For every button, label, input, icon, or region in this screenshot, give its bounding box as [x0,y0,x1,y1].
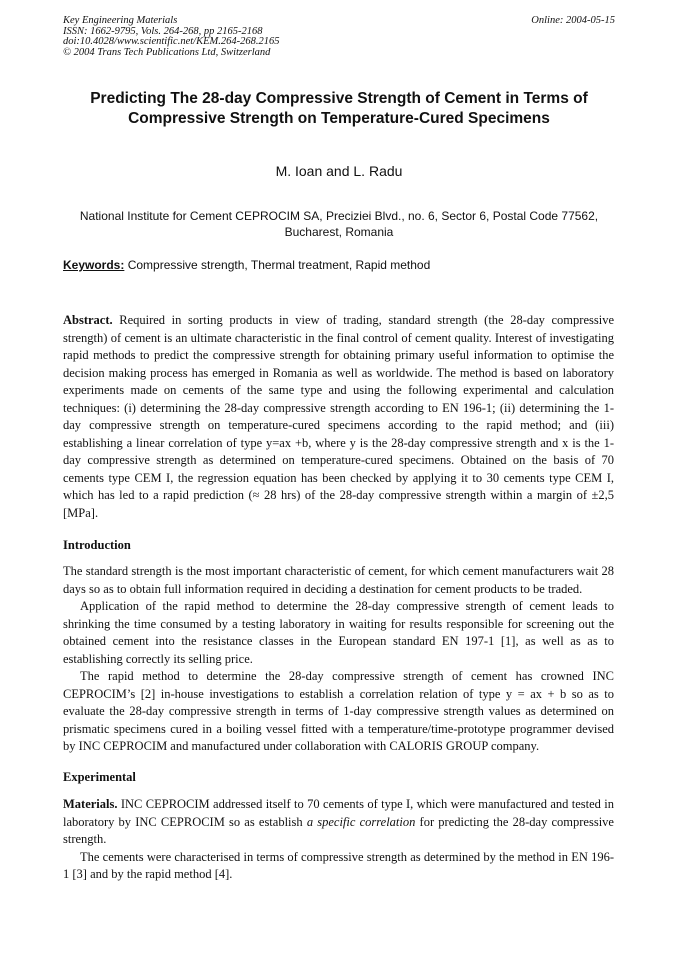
affiliation: National Institute for Cement CEPROCIM SA, Preciziei Blvd., no. 6, Sector 6, Postal Code 77562, Bucharest, Romania [79,209,599,239]
intro-paragraph: The rapid method to determine the 28-day compressive strength of cement has crowned INC CEPROCIM’s [2] in-house investigations to establish a correlation relation of type y = ax + b so as to evaluate the 28-day compressive strength in terms of 1-day compressive strength values as determined on prismatic specimens cured in a boiling vessel fitted with a temperature/time-prototype programmer devised by INC CEPROCIM and manufactured under collaboration with CALORIS GROUP company. [63,669,614,753]
online-date: Online: 2004-05-15 [531,15,615,26]
journal-name: Key Engineering Materials [63,15,178,26]
experimental-body [63,796,614,884]
authors: M. Ioan and L. Radu [275,163,403,179]
abstract-label: Abstract. [63,313,113,327]
issn-line: ISSN: 1662-9795, Vols. 264-268, pp 2165-2168 [63,25,263,37]
materials-text-end: for predicting the 28-day compressive strength. [63,814,614,846]
materials-emphasis: a specific correlation [306,814,416,829]
copyright-line: © 2004 Trans Tech Publications Ltd, Switzerland [63,46,271,58]
abstract-text: Required in sorting products in view of trading, standard strength (the 28-day compressive strength) of cement is an ultimate characteristic in the final control of cement quality. Interest of investigating rapid methods to predict the compressive strength for obtaining primary useful information to optimise the decision making process has emerged in Romania as well as worldwide. The method is based on laboratory experiments made on cements of the same type and using the following experimental and calculation techniques: (i) determining the 28-day compressive strength according to EN 196-1; (ii) determining the 1-day compressive strength on temperature-cured specimens according to the rapid method; and (iii) establishing a linear correlation of type y=ax +b, where y is the 28-day compressive strength and x is the 1-day compressive strength as determined on temperature-cured specimens. Obtained on the basis of 70 cements type CEM I, the regression equation has been checked by applying it to 30 cements type CEM I, which has led to a rapid prediction (≈ 28 hrs) of the 28-day compressive strength within a margin of ±2,5 [MPa]. [63,313,614,520]
introduction-heading: Introduction [63,538,131,552]
keywords-list: Compressive strength, Thermal treatment, Rapid method [124,258,431,272]
experimental-heading: Experimental [63,770,136,784]
paper-title: Predicting The 28-day Compressive Strength of Cement in Terms of Compressive Strength on Temperature-Cured Specimens [90,90,588,127]
introduction-body [63,563,614,756]
doi-line: doi:10.4028/www.scientific.net/KEM.264-268.2165 [63,36,280,48]
keywords [63,258,430,272]
materials-paragraph [63,796,614,849]
materials-text: INC CEPROCIM addressed itself to 70 cements of type I, which were manufactured and tested in laboratory by INC CEPROCIM so as establish [63,797,614,829]
abstract [63,312,614,522]
experimental-paragraph: The cements were characterised in terms of compressive strength as determined by the method in EN 196-1 [3] and by the rapid method [4]. [63,849,614,881]
intro-paragraph: Application of the rapid method to determine the 28-day compressive strength of cement leads to shrinking the time consumed by a testing laboratory in waiting for results responsible for screening out the obtained cement into the resistance classes in the European standard EN 197-1 [1], as well as as to establishing correctly its selling price. [63,599,614,666]
keywords-label: Keywords: [63,258,125,272]
journal-header [63,16,280,58]
materials-label: Materials. [63,797,118,811]
intro-paragraph: The standard strength is the most important characteristic of cement, for which cement manufacturers wait 28 days so as to obtain full information required in deciding a destination for cement products to be traded. [63,564,614,596]
